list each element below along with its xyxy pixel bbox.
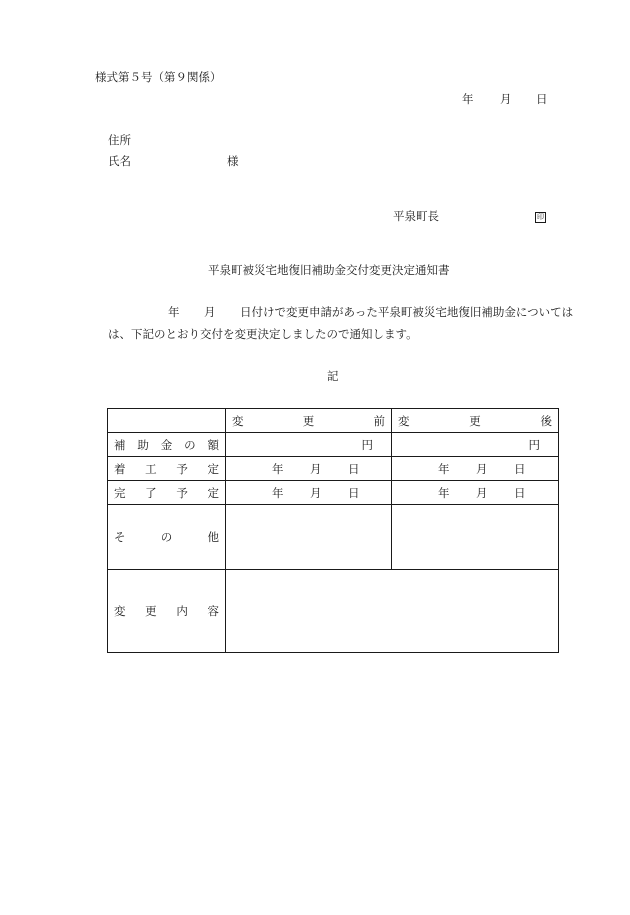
name-label: 氏名	[108, 154, 131, 168]
details-label: 変 更 内 容	[108, 570, 226, 653]
amount-label: 補 助 金 の 額	[108, 433, 226, 457]
change-table	[107, 408, 559, 653]
date-month: 月	[500, 92, 512, 106]
body-line1: 日付けで変更申請があった平泉町被災宅地復旧補助金については	[240, 305, 574, 319]
body-month: 月	[204, 305, 216, 319]
ki-heading: 記	[327, 369, 339, 383]
amount-before-cell	[226, 433, 392, 457]
other-row	[108, 505, 559, 570]
amount-after-cell	[392, 433, 559, 457]
seal-icon: 印	[537, 212, 544, 221]
header-row	[108, 409, 559, 433]
finish-before-cell: 年 月 日	[226, 481, 392, 505]
body-year: 年	[168, 305, 180, 319]
header-before: 変 更 前	[226, 409, 392, 433]
start-label: 着 工 予 定	[108, 457, 226, 481]
issuer-title: 平泉町長	[393, 209, 439, 223]
details-row	[108, 570, 559, 653]
document-title: 平泉町被災宅地復旧補助金交付変更決定通知書	[208, 263, 450, 277]
body-line2: は、下記のとおり交付を変更決定しましたので通知します。	[108, 327, 418, 341]
details-cell	[226, 570, 559, 653]
address-label: 住所	[108, 133, 131, 147]
yen-unit: 円	[528, 437, 540, 452]
date-year: 年	[462, 92, 474, 106]
finish-label: 完 了 予 定	[108, 481, 226, 505]
honorific: 様	[227, 154, 239, 168]
finish-row	[108, 481, 559, 505]
start-row	[108, 457, 559, 481]
date-day: 日	[536, 92, 548, 106]
finish-after-cell: 年 月 日	[392, 481, 559, 505]
start-before-cell: 年 月 日	[226, 457, 392, 481]
header-blank-cell	[108, 409, 226, 433]
yen-unit: 円	[361, 437, 373, 452]
start-after-cell: 年 月 日	[392, 457, 559, 481]
other-before-cell	[226, 505, 392, 570]
form-number: 様式第５号（第９関係）	[95, 70, 222, 84]
other-label: そ の 他	[108, 505, 226, 570]
seal-mark	[535, 211, 546, 223]
header-after: 変 更 後	[392, 409, 559, 433]
other-after-cell	[392, 505, 559, 570]
amount-row	[108, 433, 559, 457]
